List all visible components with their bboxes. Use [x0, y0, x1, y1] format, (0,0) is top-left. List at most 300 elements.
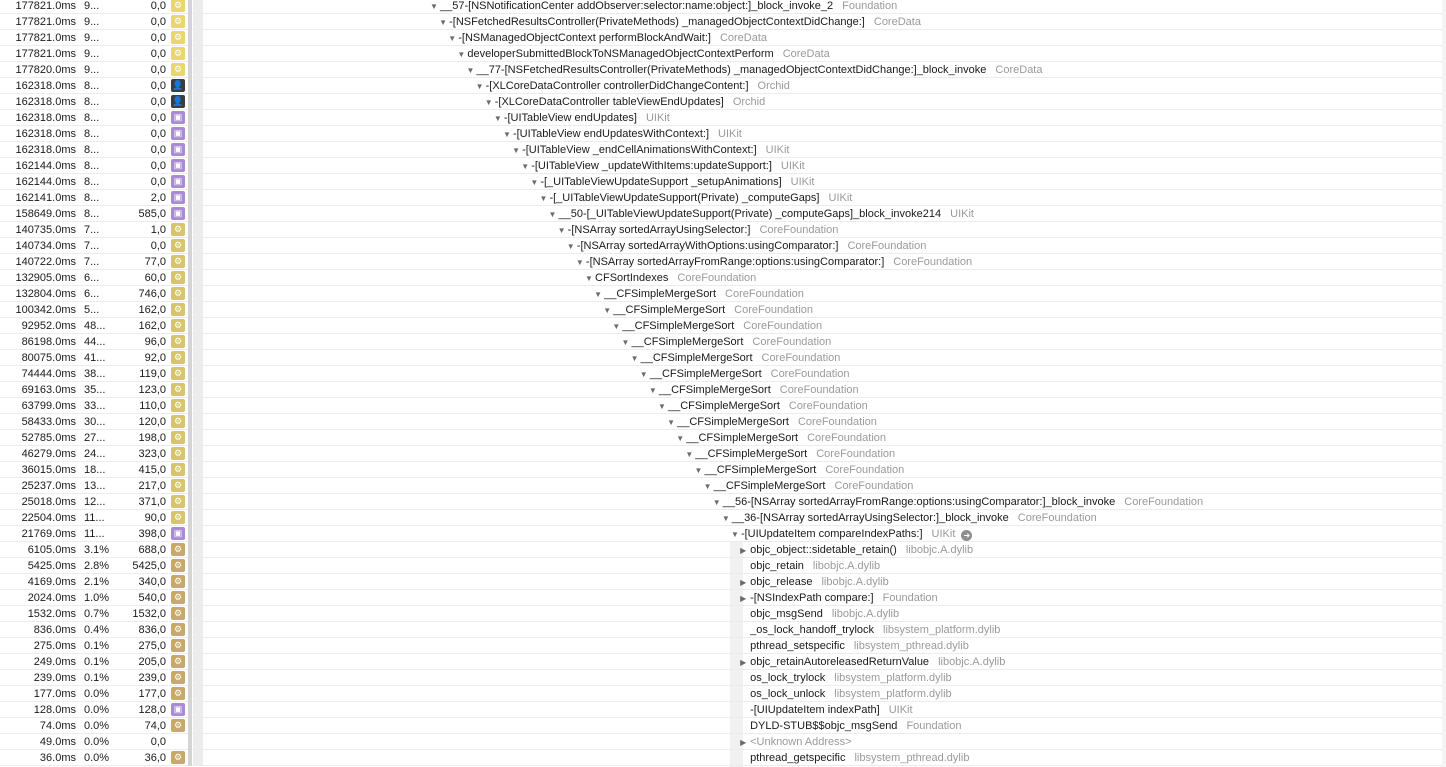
column-divider: [193, 590, 203, 606]
gear-icon: ⚙: [171, 479, 185, 492]
symbol-name: pthread_setspecific: [750, 640, 845, 652]
self-weight-cell: 0,0: [150, 112, 166, 124]
running-time-cell: 249.0ms: [33, 656, 76, 668]
column-divider: [188, 494, 192, 510]
column-divider: [188, 510, 192, 526]
column-divider: [188, 526, 192, 542]
column-divider: [193, 510, 203, 526]
column-divider: [188, 606, 192, 622]
table-row[interactable]: [0, 126, 1446, 142]
table-row[interactable]: [0, 670, 1446, 686]
disclosure-expanded-icon[interactable]: ▼: [430, 2, 438, 11]
library-name: UIKit: [888, 704, 913, 716]
table-row[interactable]: [0, 78, 1446, 94]
self-weight-cell: 110,0: [139, 400, 166, 412]
running-time-cell: 25237.0ms: [21, 480, 76, 492]
percent-cell: 0.4%: [84, 624, 110, 636]
percent-cell: 0.0%: [84, 720, 110, 732]
column-divider: [188, 750, 192, 766]
symbol-cell: [676, 430, 886, 446]
percent-cell: 2.1%: [84, 576, 110, 588]
library-name: libsystem_platform.dylib: [834, 672, 952, 684]
column-divider: [193, 0, 203, 14]
column-divider: [193, 126, 203, 142]
running-time-cell: 239.0ms: [33, 672, 76, 684]
column-divider: [188, 558, 192, 574]
gear-icon: ⚙: [171, 223, 185, 236]
gear-icon: ⚙: [171, 287, 185, 300]
self-weight-cell: 36,0: [144, 752, 166, 764]
percent-cell: 48...: [84, 320, 106, 332]
running-time-cell: 162318.0ms: [15, 112, 76, 124]
table-row[interactable]: [0, 30, 1446, 46]
self-weight-cell: 96,0: [144, 336, 166, 348]
running-time-cell: 21769.0ms: [21, 528, 76, 540]
disclosure-expanded-icon[interactable]: ▼: [475, 82, 484, 91]
running-time-cell: 177821.0ms: [15, 0, 76, 12]
column-divider: [193, 574, 203, 590]
column-divider: [193, 446, 203, 462]
disclosure-collapsed-icon[interactable]: ▶: [740, 578, 747, 587]
disclosure-collapsed-icon[interactable]: ▶: [740, 594, 747, 603]
library-name: libobjc.A.dylib: [821, 576, 889, 588]
disclosure-expanded-icon[interactable]: ▼: [439, 18, 448, 27]
library-name: CoreFoundation: [825, 464, 905, 476]
symbol-name: __CFSimpleMergeSort: [622, 320, 735, 332]
percent-cell: 7...: [84, 256, 100, 268]
running-time-cell: 100342.0ms: [15, 304, 76, 316]
self-weight-cell: 0,0: [150, 144, 166, 156]
running-time-cell: 162144.0ms: [15, 176, 76, 188]
table-row[interactable]: [0, 446, 1446, 462]
column-divider: [193, 414, 203, 430]
column-divider: [188, 94, 192, 110]
percent-cell: 8...: [84, 160, 100, 172]
table-row[interactable]: [0, 590, 1446, 606]
gear-icon: ⚙: [171, 255, 185, 268]
percent-cell: 0.0%: [84, 752, 110, 764]
library-name: UIKit: [765, 144, 790, 156]
running-time-cell: 128.0ms: [33, 704, 76, 716]
symbol-name: __CFSimpleMergeSort: [649, 368, 762, 380]
disclosure-expanded-icon[interactable]: ▼: [694, 466, 703, 475]
disclosure-expanded-icon[interactable]: ▼: [466, 66, 475, 75]
symbol-cell: [685, 446, 895, 462]
symbol-name: __CFSimpleMergeSort: [640, 352, 753, 364]
symbol-cell: [740, 686, 952, 702]
table-row[interactable]: [0, 430, 1446, 446]
table-row[interactable]: [0, 526, 1446, 542]
self-weight-cell: 585,0: [138, 208, 166, 220]
symbol-name: -[XLCoreDataController controllerDidChangeContent:]: [485, 80, 749, 92]
symbol-name: -[XLCoreDataController tableViewEndUpdates]: [494, 96, 724, 108]
table-row[interactable]: [0, 94, 1446, 110]
gear-icon: ⚙: [171, 543, 185, 556]
symbol-name: __CFSimpleMergeSort: [604, 288, 717, 300]
disclosure-expanded-icon[interactable]: ▼: [712, 498, 721, 507]
library-name: Orchid: [732, 96, 766, 108]
disclosure-expanded-icon[interactable]: ▼: [548, 210, 557, 219]
symbol-cell: [622, 334, 832, 350]
running-time-cell: 4169.0ms: [27, 576, 76, 588]
disclosure-expanded-icon[interactable]: ▼: [639, 370, 648, 379]
disclosure-expanded-icon[interactable]: ▼: [484, 98, 493, 107]
gear-icon: ⚙: [171, 575, 185, 588]
table-row[interactable]: [0, 270, 1446, 286]
disclosure-expanded-icon[interactable]: ▼: [685, 450, 694, 459]
percent-cell: 24...: [84, 448, 106, 460]
library-name: UIKit: [718, 128, 742, 140]
symbol-cell: [740, 622, 1000, 638]
disclosure-expanded-icon[interactable]: ▼: [621, 338, 630, 347]
running-time-cell: 69163.0ms: [21, 384, 76, 396]
disclosure-expanded-icon[interactable]: ▼: [730, 530, 739, 539]
column-divider: [188, 686, 192, 702]
self-weight-cell: 323,0: [138, 448, 166, 460]
column-divider: [193, 206, 203, 222]
table-row[interactable]: [0, 190, 1446, 206]
column-divider: [188, 446, 192, 462]
percent-cell: 2.8%: [84, 560, 110, 572]
symbol-cell: [476, 78, 790, 94]
disclosure-expanded-icon[interactable]: ▼: [566, 242, 575, 251]
disclosure-expanded-icon[interactable]: ▼: [502, 130, 511, 139]
running-time-cell: 177820.0ms: [15, 64, 76, 76]
disclosure-expanded-icon[interactable]: ▼: [676, 434, 685, 443]
symbol-name: _os_lock_handoff_trylock: [750, 624, 875, 636]
column-divider: [193, 430, 203, 446]
column-divider: [188, 542, 192, 558]
disclosure-expanded-icon[interactable]: ▼: [630, 354, 639, 363]
percent-cell: 8...: [84, 208, 100, 220]
table-row[interactable]: [0, 222, 1446, 238]
percent-cell: 9...: [84, 64, 100, 76]
percent-cell: 38...: [84, 368, 106, 380]
column-divider: [193, 606, 203, 622]
library-name: CoreFoundation: [725, 288, 804, 300]
symbol-cell: [740, 702, 912, 718]
symbol-cell: [658, 398, 868, 414]
self-weight-cell: 540,0: [138, 592, 166, 604]
column-divider: [193, 222, 203, 238]
table-row[interactable]: [0, 174, 1446, 190]
self-weight-cell: 340,0: [138, 576, 166, 588]
column-divider: [193, 734, 203, 750]
running-time-cell: 162318.0ms: [15, 80, 76, 92]
disclosure-expanded-icon[interactable]: ▼: [603, 306, 612, 315]
disclosure-expanded-icon[interactable]: ▼: [585, 274, 593, 283]
running-time-cell: 140735.0ms: [15, 224, 76, 236]
disclosure-collapsed-icon[interactable]: ▶: [740, 658, 747, 667]
column-divider: [188, 158, 192, 174]
column-divider: [188, 638, 192, 654]
table-row[interactable]: [0, 254, 1446, 270]
table-row[interactable]: [0, 558, 1446, 574]
self-weight-cell: 0,0: [150, 0, 166, 12]
library-name: CoreFoundation: [752, 336, 832, 348]
table-row[interactable]: [0, 366, 1446, 382]
table-row[interactable]: [0, 350, 1446, 366]
symbol-name: __56-[NSArray sortedArrayFromRange:options:usingComparator:]_block_invoke: [722, 496, 1116, 508]
column-divider: [193, 718, 203, 734]
table-row[interactable]: [0, 238, 1446, 254]
table-row[interactable]: [0, 510, 1446, 526]
gear-icon: ⚙: [171, 0, 185, 12]
symbol-name: -[NSIndexPath compare:]: [750, 592, 874, 604]
table-row[interactable]: [0, 734, 1446, 750]
running-time-cell: 49.0ms: [39, 736, 76, 748]
running-time-cell: 836.0ms: [33, 624, 76, 636]
self-weight-cell: 239,0: [138, 672, 166, 684]
symbol-cell: [740, 654, 1005, 670]
column-divider: [193, 398, 203, 414]
symbol-cell: [740, 558, 880, 574]
disclosure-expanded-icon[interactable]: ▼: [612, 322, 621, 331]
column-divider: [188, 574, 192, 590]
running-time-cell: 177821.0ms: [15, 48, 76, 60]
running-time-cell: 52785.0ms: [21, 432, 76, 444]
symbol-name: -[_UITableViewUpdateSupport(Private) _computeGaps]: [549, 192, 820, 204]
self-weight-cell: 0,0: [150, 736, 166, 748]
symbol-cell: [539, 190, 852, 206]
table-row[interactable]: [0, 462, 1446, 478]
disclosure-expanded-icon[interactable]: ▼: [667, 418, 676, 427]
symbol-name: -[UIUpdateItem compareIndexPaths:]: [740, 528, 923, 540]
column-divider: [188, 46, 192, 62]
self-weight-cell: 119,0: [139, 368, 166, 380]
disclosure-expanded-icon[interactable]: ▼: [539, 194, 548, 203]
running-time-cell: 92952.0ms: [21, 320, 76, 332]
disclosure-expanded-icon[interactable]: ▼: [530, 178, 539, 187]
table-row[interactable]: [0, 142, 1446, 158]
library-name: CoreData: [719, 32, 768, 44]
library-name: libsystem_platform.dylib: [883, 624, 1001, 636]
symbol-cell: [667, 414, 877, 430]
column-divider: [193, 142, 203, 158]
symbol-name: -[NSArray sortedArrayFromRange:options:usingComparator:]: [585, 256, 885, 268]
symbol-cell: [603, 302, 813, 318]
column-divider: [188, 142, 192, 158]
library-name: libobjc.A.dylib: [938, 656, 1006, 668]
symbol-name: __CFSimpleMergeSort: [695, 448, 808, 460]
library-name: libobjc.A.dylib: [831, 608, 900, 620]
self-weight-cell: 0,0: [150, 80, 166, 92]
column-divider: [193, 686, 203, 702]
table-row[interactable]: [0, 494, 1446, 510]
percent-cell: 8...: [84, 80, 100, 92]
symbol-cell: [740, 590, 938, 606]
table-row[interactable]: [0, 638, 1446, 654]
running-time-cell: 177.0ms: [33, 688, 76, 700]
column-divider: [193, 366, 203, 382]
table-row[interactable]: [0, 702, 1446, 718]
column-divider: [188, 590, 192, 606]
self-weight-cell: 746,0: [138, 288, 166, 300]
library-name: Foundation: [882, 592, 938, 604]
table-row[interactable]: [0, 622, 1446, 638]
library-name: libobjc.A.dylib: [812, 560, 881, 572]
symbol-cell: [549, 206, 974, 222]
running-time-cell: 46279.0ms: [21, 448, 76, 460]
disclosure-expanded-icon[interactable]: ▼: [594, 290, 603, 299]
disclosure-expanded-icon[interactable]: ▼: [703, 482, 712, 491]
column-divider: [193, 638, 203, 654]
gear-icon: ⚙: [171, 47, 185, 60]
column-divider: [188, 238, 192, 254]
disclosure-expanded-icon[interactable]: ▼: [658, 402, 666, 411]
table-row[interactable]: [0, 654, 1446, 670]
symbol-name: -[NSArray sortedArrayWithOptions:usingComparator:]: [576, 240, 839, 252]
gear-icon: ⚙: [171, 383, 185, 396]
table-row[interactable]: [0, 206, 1446, 222]
percent-cell: 0.0%: [84, 704, 110, 716]
table-row[interactable]: [0, 158, 1446, 174]
self-weight-cell: 1532,0: [132, 608, 166, 620]
symbol-name: -[UITableView endUpdatesWithContext:]: [512, 128, 710, 140]
library-name: CoreFoundation: [1124, 496, 1204, 508]
table-row[interactable]: [0, 46, 1446, 62]
self-weight-cell: 398,0: [138, 528, 166, 540]
symbol-cell: [740, 670, 952, 686]
column-divider: [188, 302, 192, 318]
table-row[interactable]: [0, 286, 1446, 302]
table-row[interactable]: [0, 382, 1446, 398]
symbol-name: os_lock_unlock: [750, 688, 826, 700]
table-row[interactable]: [0, 398, 1446, 414]
column-divider: [193, 62, 203, 78]
symbol-cell: [567, 238, 927, 254]
table-row[interactable]: [0, 686, 1446, 702]
percent-cell: 0.1%: [84, 656, 110, 668]
table-row[interactable]: [0, 750, 1446, 766]
table-row[interactable]: [0, 334, 1446, 350]
self-weight-cell: 162,0: [138, 320, 166, 332]
symbol-name: -[NSArray sortedArrayUsingSelector:]: [567, 224, 751, 236]
column-divider: [193, 110, 203, 126]
gear-icon: ⚙: [171, 31, 185, 44]
gear-icon: ⚙: [171, 607, 185, 620]
table-row[interactable]: [0, 14, 1446, 30]
go-to-source-icon[interactable]: ➜: [961, 530, 972, 541]
symbol-name: os_lock_trylock: [750, 672, 826, 684]
symbol-cell: [430, 0, 897, 14]
self-weight-cell: 5425,0: [132, 560, 166, 572]
disclosure-expanded-icon[interactable]: ▼: [721, 514, 730, 523]
table-row[interactable]: [0, 542, 1446, 558]
disclosure-collapsed-icon[interactable]: ▶: [740, 738, 747, 747]
running-time-cell: 275.0ms: [33, 640, 76, 652]
column-divider: [188, 270, 192, 286]
percent-cell: 9...: [84, 48, 100, 60]
self-weight-cell: 0,0: [150, 64, 166, 76]
symbol-cell: [740, 750, 969, 766]
percent-cell: 0.1%: [84, 640, 110, 652]
running-time-cell: 140722.0ms: [15, 256, 76, 268]
percent-cell: 8...: [84, 112, 100, 124]
column-divider: [193, 622, 203, 638]
table-row[interactable]: [0, 110, 1446, 126]
column-divider: [188, 622, 192, 638]
self-weight-cell: 123,0: [138, 384, 166, 396]
vertical-scrollbar[interactable]: [1442, 0, 1446, 767]
column-divider: [188, 654, 192, 670]
running-time-cell: 36015.0ms: [21, 464, 76, 476]
gear-icon: ⚙: [171, 639, 185, 652]
table-row[interactable]: [0, 478, 1446, 494]
disclosure-expanded-icon[interactable]: ▼: [493, 114, 502, 123]
disclosure-collapsed-icon[interactable]: ▶: [740, 546, 747, 555]
self-weight-cell: 162,0: [138, 304, 166, 316]
table-row[interactable]: [0, 414, 1446, 430]
disclosure-expanded-icon[interactable]: ▼: [648, 386, 657, 395]
symbol-cell: [640, 366, 850, 382]
running-time-cell: 6105.0ms: [27, 544, 76, 556]
column-divider: [193, 558, 203, 574]
disclosure-expanded-icon[interactable]: ▼: [521, 162, 530, 171]
gear-icon: ⚙: [171, 463, 185, 476]
disclosure-expanded-icon[interactable]: ▼: [512, 146, 520, 155]
gear-icon: ⚙: [171, 623, 185, 636]
self-weight-cell: 217,0: [138, 480, 166, 492]
self-weight-cell: 0,0: [150, 48, 166, 60]
symbol-name: -[NSFetchedResultsController(PrivateMethods) _managedObjectContextDidChange:]: [449, 16, 865, 28]
table-row[interactable]: [0, 574, 1446, 590]
column-divider: [188, 382, 192, 398]
percent-cell: 0.0%: [84, 688, 110, 700]
gear-icon: ⚙: [171, 271, 185, 284]
document-icon: ▣: [171, 191, 185, 204]
symbol-cell: [694, 462, 904, 478]
library-name: UIKit: [790, 176, 815, 188]
table-row[interactable]: [0, 0, 1446, 14]
percent-cell: 9...: [84, 0, 100, 12]
document-icon: ▣: [171, 527, 185, 540]
disclosure-expanded-icon[interactable]: ▼: [457, 50, 466, 59]
self-weight-cell: 120,0: [138, 416, 166, 428]
percent-cell: 9...: [84, 16, 100, 28]
gear-icon: ⚙: [171, 655, 185, 668]
disclosure-expanded-icon[interactable]: ▼: [557, 226, 566, 235]
symbol-cell: [722, 510, 1097, 526]
running-time-cell: 2024.0ms: [27, 592, 76, 604]
symbol-cell: [439, 14, 921, 30]
column-divider: [193, 174, 203, 190]
symbol-name: __CFSimpleMergeSort: [677, 416, 789, 428]
document-icon: ▣: [171, 143, 185, 156]
column-divider: [188, 206, 192, 222]
running-time-cell: 162318.0ms: [15, 128, 76, 140]
table-row[interactable]: [0, 302, 1446, 318]
column-divider: [193, 542, 203, 558]
gear-icon: ⚙: [171, 239, 185, 252]
disclosure-expanded-icon[interactable]: ▼: [448, 34, 457, 43]
column-divider: [188, 670, 192, 686]
column-divider: [193, 94, 203, 110]
library-name: CoreFoundation: [761, 352, 841, 364]
table-row[interactable]: [0, 62, 1446, 78]
symbol-cell: [631, 350, 841, 366]
table-row[interactable]: [0, 606, 1446, 622]
symbol-name: objc_object::sidetable_retain(): [750, 544, 897, 556]
symbol-name: -[UITableView endUpdates]: [503, 112, 637, 124]
disclosure-expanded-icon[interactable]: ▼: [575, 258, 584, 267]
library-name: libsystem_pthread.dylib: [853, 640, 969, 652]
table-row[interactable]: [0, 718, 1446, 734]
running-time-cell: 5425.0ms: [27, 560, 76, 572]
self-weight-cell: 205,0: [138, 656, 166, 668]
user-icon: 👤: [172, 80, 184, 90]
table-row[interactable]: [0, 318, 1446, 334]
